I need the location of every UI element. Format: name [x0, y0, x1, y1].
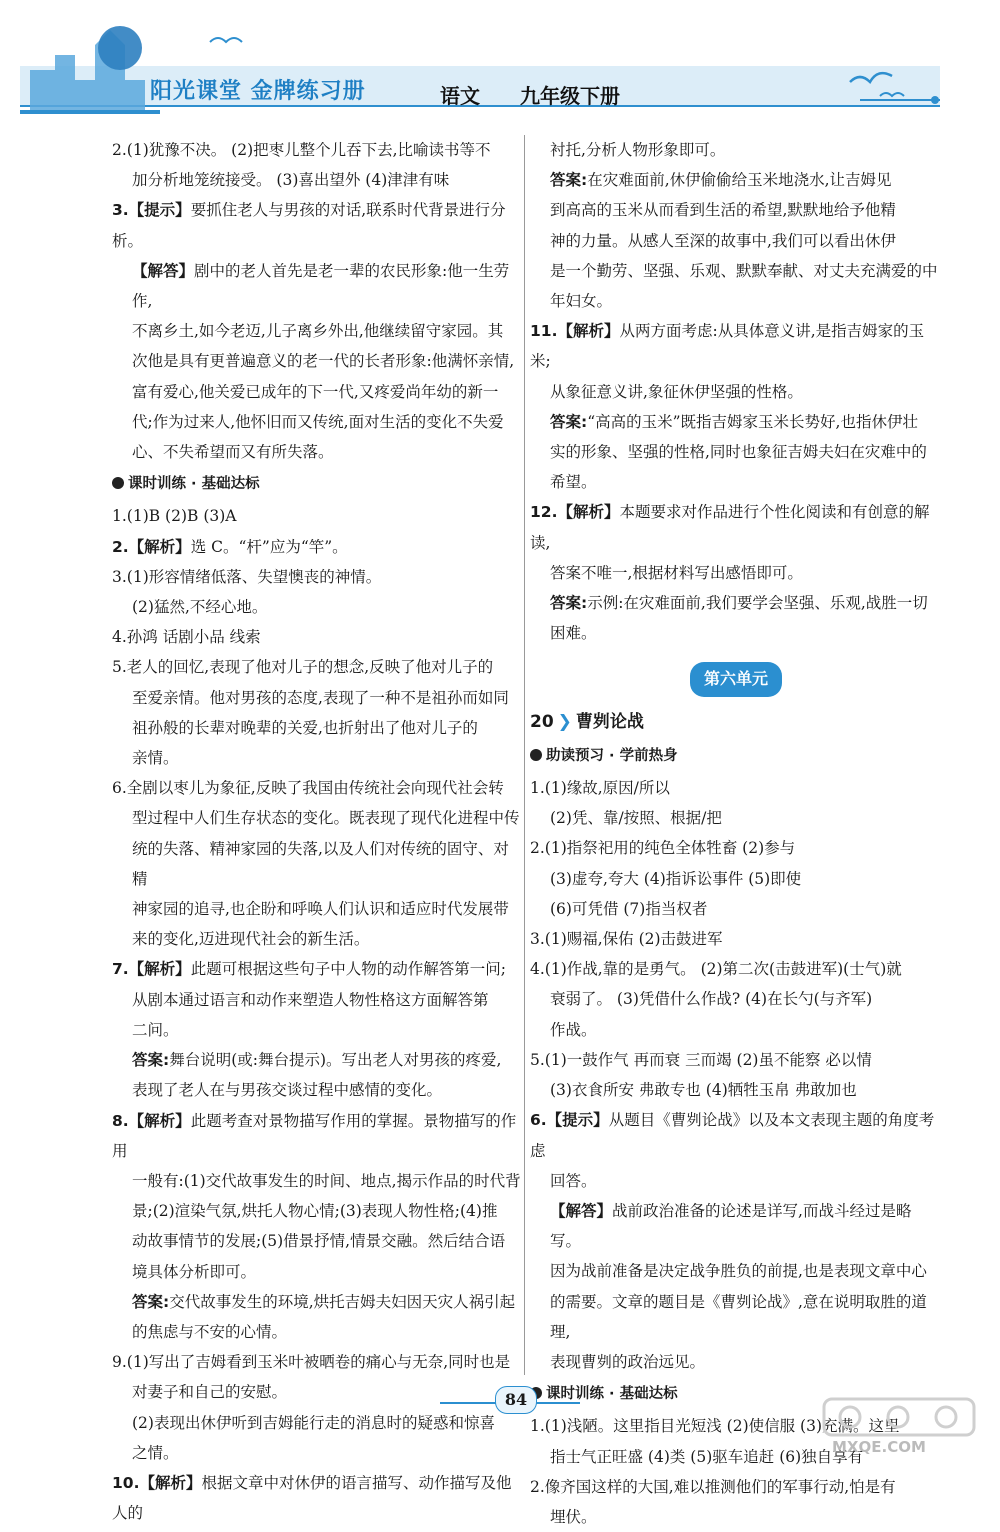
answer-line: 代;作为过来人,他怀旧而又传统,面对生活的变化不失爱 [132, 412, 504, 431]
answer-line: 亲情。 [132, 749, 179, 768]
answer-line: 表现了老人在与男孩交谈过程中感情的变化。 [132, 1081, 443, 1100]
answer-line: 不离乡土,如今老迈,儿子离乡外出,他继续留守家园。其 [132, 322, 504, 341]
answer-line: 5.老人的回忆,表现了他对儿子的想念,反映了他对儿子的 [112, 658, 494, 677]
watermark-text: MXQE.COM [832, 1438, 926, 1456]
answer-line: 实的形象、坚强的性格,同时也象征吉姆夫妇在灾难中的 [550, 443, 927, 462]
answer-line: 希望。 [550, 473, 597, 492]
answer-line: 6.【提示】从题目《曹刿论战》以及本文表现主题的角度考虑 [530, 1111, 935, 1160]
answer-line: (2)猛然,不经心地。 [132, 598, 268, 617]
section-bullet-icon [530, 749, 542, 761]
answer-tag: 答案: [550, 594, 588, 613]
answer-tag: 6.【提示】 [530, 1111, 609, 1130]
answer-tag: 10.【解析】 [112, 1473, 202, 1492]
answer-line: 3.(1)形容情绪低落、失望懊丧的神情。 [112, 567, 382, 586]
answer-line: 从象征意义讲,象征休伊坚强的性格。 [550, 382, 803, 401]
answer-line: (2)凭、靠/按照、根据/把 [550, 809, 722, 828]
answer-line: 【解答】剧中的老人首先是老一辈的农民形象:他一生劳作, [132, 261, 510, 311]
answer-line: 2.(1)犹豫不决。 (2)把枣儿整个儿吞下去,比喻读书等不 [112, 141, 491, 159]
answer-line: 富有爱心,他关爱已成年的下一代,又疼爱尚年幼的新一 [132, 382, 499, 401]
answer-line: 答案:在灾难面前,休伊偷偷给玉米地浇水,让吉姆见 [550, 171, 892, 190]
answer-line: 1.(1)缘故,原因/所以 [530, 779, 670, 798]
page-header [0, 0, 1000, 140]
answer-line: 表现曹刿的政治远见。 [550, 1352, 706, 1371]
answer-line: 的焦虑与不安的心情。 [132, 1322, 288, 1341]
answer-line: 埋伏。 [550, 1507, 597, 1526]
answer-tag: 12.【解析】 [530, 503, 620, 522]
grade-label: 九年级下册 [520, 84, 620, 108]
answer-line: 型过程中人们生存状态的变化。既表现了现代化进程中传 [132, 809, 520, 828]
lesson-number: 20 [530, 711, 554, 732]
answer-tag: 答案: [550, 412, 588, 431]
section-heading: 助读预习 · 学前热身 [530, 741, 942, 771]
subject-label: 语文 [440, 84, 480, 108]
answer-line: (3)虚夸,夸大 (4)指诉讼事件 (5)即使 [550, 869, 802, 888]
answer-line: 答案不唯一,根据材料写出感悟即可。 [550, 563, 803, 582]
answer-tag: 答案: [132, 1292, 170, 1311]
answer-tag: 7.【解析】 [112, 960, 191, 979]
answer-line: 2.像齐国这样的大国,难以推测他们的军事行动,怕是有 [530, 1477, 896, 1496]
answer-line: (3)衣食所安 弗敢专也 (4)牺牲玉帛 弗敢加也 [550, 1081, 857, 1100]
answer-line: 因为战前准备是决定战争胜负的前提,也是表现文章中心 [550, 1262, 927, 1281]
answer-line: 【解答】战前政治准备的论述是详写,而战斗经过是略写。 [550, 1201, 912, 1251]
answer-line: 至爱亲情。他对男孩的态度,表现了一种不是祖孙而如同 [132, 688, 509, 707]
lesson-title [530, 707, 942, 737]
answer-line: 答案:舞台说明(或:舞台提示)。写出老人对男孩的疼爱, [132, 1051, 502, 1070]
answer-tag: 【解答】 [132, 261, 195, 280]
answer-line: 2.【解析】选 C。“杆”应为“竿”。 [112, 537, 348, 556]
answer-line: 1.(1)B (2)B (3)A [112, 507, 237, 526]
answer-line: 6.全剧以枣儿为象征,反映了我国由传统社会向现代社会转 [112, 779, 504, 798]
answer-line: 2.(1)指祭祀用的纯色全体牲畜 (2)参与 [530, 839, 796, 858]
answer-line: 8.【解析】此题考查对景物描写作用的掌握。景物描写的作用 [112, 1111, 517, 1160]
answer-line: 心、不失希望而又有所失落。 [132, 443, 334, 462]
page-number: 84 [495, 1386, 537, 1414]
answer-line: 动故事情节的发展;(5)借景抒情,情景交融。然后结合语 [132, 1232, 506, 1251]
answer-line: 作战。 [550, 1020, 597, 1039]
section-heading: 课时训练 · 基础达标 [112, 469, 522, 499]
answer-line: 神的力量。从感人至深的故事中,我们可以看出休伊 [550, 231, 896, 250]
answer-line: 4.(1)作战,靠的是勇气。 (2)第二次(击鼓进军)(士气)就 [530, 960, 902, 979]
answer-line: 来的变化,迈进现代社会的新生活。 [132, 930, 370, 949]
answer-line: (2)表现出休伊听到吉姆能行走的消息时的疑惑和惊喜 [132, 1413, 495, 1432]
answer-line: 祖孙般的长辈对晚辈的关爱,也折射出了他对儿子的 [132, 718, 478, 737]
answer-line: 3.(1)赐福,保佑 (2)击鼓进军 [530, 930, 723, 949]
answer-line: 对妻子和自己的安慰。 [132, 1383, 288, 1402]
answer-line: 12.【解析】本题要求对作品进行个性化阅读和有创意的解读, [530, 503, 930, 552]
answer-line: 5.(1)一鼓作气 再而衰 三而竭 (2)虽不能察 必以情 [530, 1050, 872, 1069]
answer-tag: 【解答】 [550, 1201, 613, 1220]
series-title: 阳光课堂 金牌练习册 [150, 79, 366, 104]
answer-line: 之情。 [132, 1443, 179, 1462]
answer-line: 指士气正旺盛 (4)类 (5)驱车追赶 (6)独自享有 [550, 1447, 864, 1466]
answer-line: 答案:交代故事发生的环境,烘托吉姆夫妇因天灾人祸引起 [132, 1292, 516, 1311]
answer-line: 统的失落、精神家园的失落,以及人们对传统的固守、对精 [132, 839, 509, 888]
unit-badge: 第六单元 [690, 662, 782, 696]
answer-tag: 3.【提示】 [112, 201, 191, 220]
answer-line: 1.(1)浅陋。这里指目光短浅 (2)使信服 (3)充满。这里 [530, 1417, 900, 1436]
answer-line: 4.孙鸿 话剧小品 线索 [112, 628, 261, 647]
answer-line: 次他是具有更普遍意义的老一代的长者形象:他满怀亲情, [132, 352, 515, 371]
answer-tag: 答案: [132, 1051, 170, 1070]
answer-line: 景;(2)渲染气氛,烘托人物心情;(3)表现人物性格;(4)推 [132, 1202, 498, 1221]
header-illustration [0, 0, 1000, 140]
answer-line: 11.【解析】从两方面考虑:从具体意义讲,是指吉姆家的玉米; [530, 322, 925, 371]
answer-line: 衰弱了。 (3)凭借什么作战? (4)在长勺(与齐军) [550, 990, 873, 1009]
answer-tag: 11.【解析】 [530, 322, 620, 341]
answer-line: 年妇女。 [550, 292, 613, 311]
answer-line: 答案:“高高的玉米”既指吉姆家玉米长势好,也指休伊壮 [550, 412, 918, 431]
answer-tag: 答案: [550, 171, 588, 190]
answer-line: 回答。 [550, 1171, 597, 1190]
answer-tag: 2.【解析】 [112, 537, 191, 556]
answer-line: 3.【提示】要抓住老人与男孩的对话,联系时代背景进行分析。 [112, 201, 506, 250]
right-column [530, 135, 942, 1532]
left-column [112, 135, 522, 1528]
answer-line: 答案:示例:在灾难面前,我们要学会坚强、乐观,战胜一切 [550, 594, 928, 613]
answer-line: (6)可凭借 (7)指当权者 [550, 899, 708, 918]
answer-line: 二问。 [132, 1020, 179, 1039]
answer-line: 加分析地笼统接受。 (3)喜出望外 (4)津津有味 [132, 171, 450, 190]
section-bullet-icon [112, 477, 124, 489]
answer-line: 是一个勤劳、坚强、乐观、默默奉献、对丈夫充满爱的中 [550, 261, 938, 280]
chevron-right-icon: ❯ [557, 711, 572, 732]
answer-line: 的需要。文章的题目是《曹刿论战》,意在说明取胜的道理, [550, 1292, 927, 1341]
answer-line: 神家园的追寻,也企盼和呼唤人们认识和适应时代发展带 [132, 900, 509, 919]
answer-line: 衬托,分析人物形象即可。 [550, 141, 726, 159]
answer-line: 从剧本通过语言和动作来塑造人物性格这方面解答第 [132, 990, 489, 1009]
column-divider [524, 135, 525, 1375]
answer-line: 10.【解析】根据文章中对休伊的语言描写、动作描写及他人的 [112, 1473, 512, 1523]
answer-line: 境具体分析即可。 [132, 1262, 257, 1281]
answer-line: 一般有:(1)交代故事发生的时间、地点,揭示作品的时代背 [132, 1171, 521, 1190]
answer-line: 到高高的玉米从而看到生活的希望,默默地给予他精 [550, 201, 896, 220]
answer-line: 困难。 [550, 624, 597, 643]
answer-line: 9.(1)写出了吉姆看到玉米叶被晒卷的痛心与无奈,同时也是 [112, 1353, 511, 1372]
answer-line: 7.【解析】此题可根据这些句子中人物的动作解答第一问; [112, 960, 506, 979]
lesson-name: 曹刿论战 [575, 711, 644, 732]
section-heading: 课时训练 · 基础达标 [530, 1379, 942, 1409]
answer-tag: 8.【解析】 [112, 1111, 191, 1130]
